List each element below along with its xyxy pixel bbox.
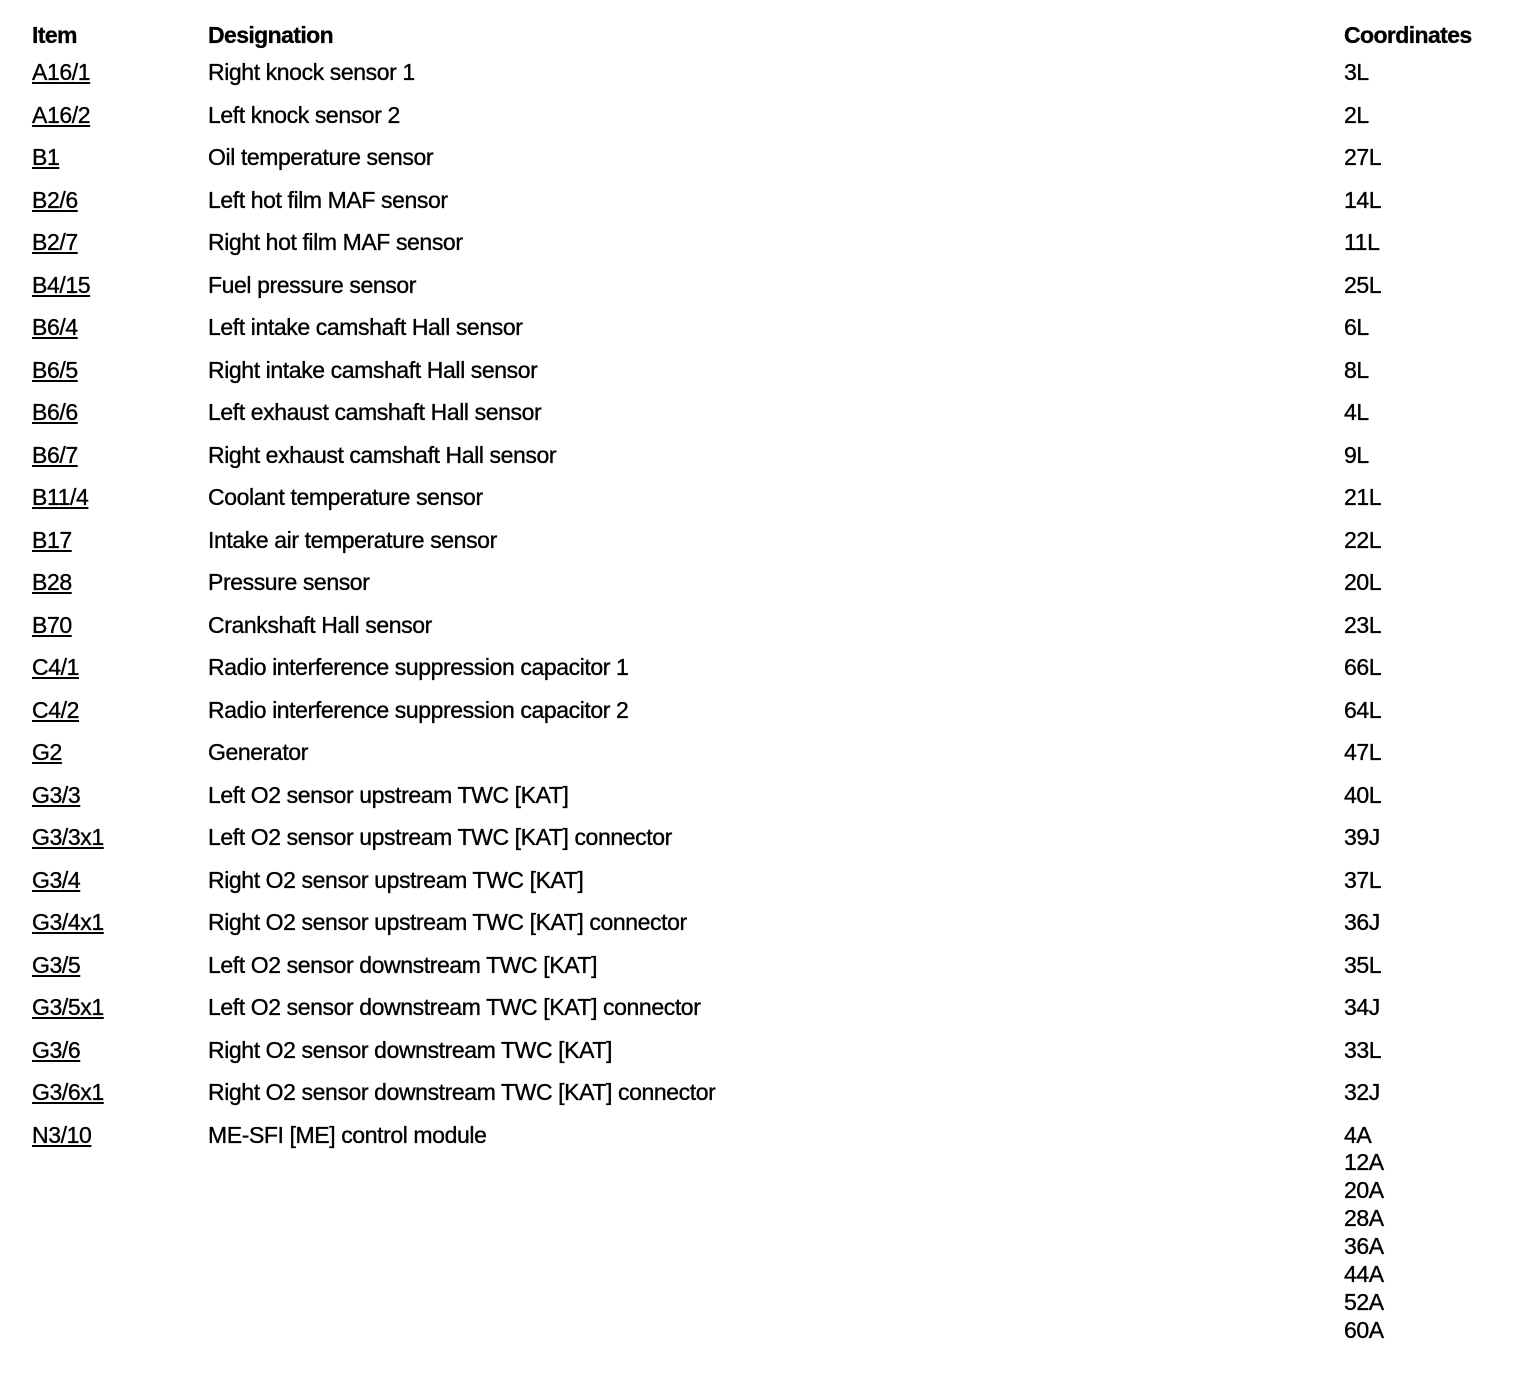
table-row bbox=[32, 868, 1512, 911]
table-row bbox=[32, 188, 1512, 231]
designation-cell: Right O2 sensor downstream TWC [KAT] connector bbox=[208, 1079, 716, 1105]
table-row bbox=[32, 1080, 1512, 1123]
table-row bbox=[32, 613, 1512, 656]
coordinates-cell bbox=[1344, 400, 1512, 443]
designation-cell: Left hot film MAF sensor bbox=[208, 186, 448, 213]
item-link[interactable]: B17 bbox=[32, 526, 72, 553]
coordinates-cell bbox=[1344, 740, 1512, 783]
table-row bbox=[32, 315, 1512, 358]
coordinate-value: 40L bbox=[1344, 781, 1382, 808]
item-link[interactable]: B4/15 bbox=[32, 271, 91, 298]
coordinate-value: 52A bbox=[1344, 1288, 1384, 1315]
designation-cell: Left exhaust camshaft Hall sensor bbox=[208, 399, 542, 425]
designation-cell: Oil temperature sensor bbox=[208, 144, 434, 170]
coordinates-cell bbox=[1344, 230, 1512, 273]
item-cell bbox=[32, 528, 208, 571]
coordinate-value: 35L bbox=[1344, 951, 1382, 978]
table-row bbox=[32, 995, 1512, 1038]
item-link[interactable]: B70 bbox=[32, 611, 72, 638]
coordinates-cell bbox=[1344, 613, 1512, 656]
item-link[interactable]: B28 bbox=[32, 569, 72, 595]
header-item: Item bbox=[32, 22, 77, 48]
item-cell bbox=[32, 868, 208, 911]
table-row bbox=[32, 103, 1512, 146]
table-row bbox=[32, 1038, 1512, 1081]
coordinate-value: 39J bbox=[1344, 824, 1380, 850]
table-row bbox=[32, 528, 1512, 571]
item-link[interactable]: B6/4 bbox=[32, 314, 78, 340]
table-header-row bbox=[32, 22, 1512, 60]
table-row bbox=[32, 655, 1512, 698]
designation-cell: ME-SFI [ME] control module bbox=[208, 1121, 487, 1148]
coordinate-value: 12A bbox=[1344, 1148, 1384, 1175]
item-link[interactable]: G3/5x1 bbox=[32, 994, 104, 1020]
coordinate-value: 60A bbox=[1344, 1316, 1384, 1343]
coordinate-value: 27L bbox=[1344, 144, 1382, 170]
designation-cell: Left O2 sensor downstream TWC [KAT] bbox=[208, 951, 598, 978]
item-cell bbox=[32, 103, 208, 146]
coordinates-cell bbox=[1344, 783, 1512, 826]
coordinates-cell bbox=[1344, 698, 1512, 741]
item-cell bbox=[32, 698, 208, 741]
designation-cell: Crankshaft Hall sensor bbox=[208, 611, 432, 638]
table-row bbox=[32, 230, 1512, 273]
table-row bbox=[32, 60, 1512, 103]
coordinate-value: 44A bbox=[1344, 1260, 1384, 1287]
table-row bbox=[32, 783, 1512, 826]
designation-cell: Pressure sensor bbox=[208, 569, 370, 595]
item-link[interactable]: G3/3x1 bbox=[32, 824, 104, 850]
item-link[interactable]: B1 bbox=[32, 144, 60, 170]
coordinate-value: 11L bbox=[1344, 229, 1380, 255]
item-cell bbox=[32, 315, 208, 358]
coordinate-value: 32J bbox=[1344, 1079, 1380, 1105]
coordinates-cell bbox=[1344, 443, 1512, 486]
designation-cell: Fuel pressure sensor bbox=[208, 271, 417, 298]
coordinates-cell bbox=[1344, 358, 1512, 401]
designation-cell: Radio interference suppression capacitor 2 bbox=[208, 696, 629, 723]
item-cell bbox=[32, 953, 208, 996]
coordinate-value: 64L bbox=[1344, 696, 1382, 723]
coordinate-value: 23L bbox=[1344, 611, 1382, 638]
coordinate-value: 3L bbox=[1344, 59, 1369, 85]
coordinate-value: 4A bbox=[1344, 1121, 1372, 1148]
coordinates-cell bbox=[1344, 1123, 1512, 1344]
coordinate-value: 20L bbox=[1344, 569, 1382, 595]
item-link[interactable]: B6/7 bbox=[32, 441, 78, 468]
designation-cell: Left O2 sensor downstream TWC [KAT] connector bbox=[208, 994, 701, 1020]
coordinate-value: 21L bbox=[1344, 484, 1382, 510]
item-cell bbox=[32, 995, 208, 1038]
coordinate-value: 6L bbox=[1344, 314, 1369, 340]
designation-cell: Right O2 sensor upstream TWC [KAT] bbox=[208, 866, 584, 893]
coordinate-value: 36A bbox=[1344, 1232, 1384, 1259]
item-cell bbox=[32, 910, 208, 953]
item-cell bbox=[32, 188, 208, 231]
coordinate-value: 14L bbox=[1344, 186, 1382, 213]
table-row bbox=[32, 910, 1512, 953]
table-row bbox=[32, 485, 1512, 528]
coordinate-value: 66L bbox=[1344, 654, 1382, 680]
item-link[interactable]: C4/2 bbox=[32, 696, 79, 723]
table-row bbox=[32, 145, 1512, 188]
coordinates-cell bbox=[1344, 188, 1512, 231]
coordinates-cell bbox=[1344, 60, 1512, 103]
coordinates-cell bbox=[1344, 995, 1512, 1038]
item-cell bbox=[32, 230, 208, 273]
coordinates-cell bbox=[1344, 485, 1512, 528]
coordinate-value: 37L bbox=[1344, 866, 1382, 893]
header-designation: Designation bbox=[208, 22, 334, 48]
item-cell bbox=[32, 443, 208, 486]
table-row bbox=[32, 698, 1512, 741]
item-cell bbox=[32, 400, 208, 443]
coordinate-value: 2L bbox=[1344, 101, 1369, 128]
item-cell bbox=[32, 1080, 208, 1123]
item-cell bbox=[32, 740, 208, 783]
coordinate-value: 47L bbox=[1344, 739, 1382, 765]
coordinate-value: 34J bbox=[1344, 994, 1380, 1020]
coordinate-value: 4L bbox=[1344, 399, 1369, 425]
designation-cell: Coolant temperature sensor bbox=[208, 484, 483, 510]
coordinates-cell bbox=[1344, 1080, 1512, 1123]
coordinates-cell bbox=[1344, 1038, 1512, 1081]
item-cell bbox=[32, 358, 208, 401]
header-coordinates: Coordinates bbox=[1344, 22, 1472, 48]
table-body bbox=[32, 60, 1512, 1344]
coordinate-value: 28A bbox=[1344, 1204, 1384, 1231]
item-link[interactable]: G2 bbox=[32, 739, 62, 765]
coordinate-value: 22L bbox=[1344, 526, 1382, 553]
designation-cell: Left knock sensor 2 bbox=[208, 101, 400, 128]
item-link[interactable]: G3/4x1 bbox=[32, 909, 104, 935]
table-row bbox=[32, 570, 1512, 613]
item-link[interactable]: G3/3 bbox=[32, 781, 81, 808]
coordinate-value: 8L bbox=[1344, 356, 1369, 383]
coordinates-cell bbox=[1344, 910, 1512, 953]
coordinates-cell bbox=[1344, 570, 1512, 613]
designation-cell: Right knock sensor 1 bbox=[208, 59, 415, 85]
coordinate-value: 25L bbox=[1344, 271, 1382, 298]
table-row bbox=[32, 273, 1512, 316]
coordinates-cell bbox=[1344, 825, 1512, 868]
designation-cell: Intake air temperature sensor bbox=[208, 526, 497, 553]
table-row bbox=[32, 953, 1512, 996]
item-link[interactable]: G3/6x1 bbox=[32, 1079, 104, 1105]
item-link[interactable]: A16/1 bbox=[32, 59, 91, 85]
component-legend bbox=[32, 22, 1512, 1344]
table-row bbox=[32, 1123, 1512, 1344]
designation-cell: Right O2 sensor upstream TWC [KAT] connector bbox=[208, 909, 687, 935]
item-link[interactable]: B2/7 bbox=[32, 229, 78, 255]
item-cell bbox=[32, 1038, 208, 1081]
designation-cell: Right exhaust camshaft Hall sensor bbox=[208, 441, 557, 468]
item-link[interactable]: N3/10 bbox=[32, 1121, 92, 1148]
item-cell bbox=[32, 655, 208, 698]
item-link[interactable]: C4/1 bbox=[32, 654, 79, 680]
item-cell bbox=[32, 613, 208, 656]
coordinates-cell bbox=[1344, 103, 1512, 146]
designation-cell: Right O2 sensor downstream TWC [KAT] bbox=[208, 1036, 612, 1063]
component-table bbox=[32, 22, 1512, 1344]
item-link[interactable]: G3/6 bbox=[32, 1036, 81, 1063]
item-cell bbox=[32, 783, 208, 826]
designation-cell: Radio interference suppression capacitor 1 bbox=[208, 654, 629, 680]
coordinates-cell bbox=[1344, 655, 1512, 698]
designation-cell: Right hot film MAF sensor bbox=[208, 229, 463, 255]
designation-cell: Right intake camshaft Hall sensor bbox=[208, 356, 538, 383]
coordinates-cell bbox=[1344, 273, 1512, 316]
coordinate-value: 20A bbox=[1344, 1176, 1384, 1203]
table-row bbox=[32, 740, 1512, 783]
coordinates-cell bbox=[1344, 953, 1512, 996]
coordinates-cell bbox=[1344, 528, 1512, 571]
item-link[interactable]: B2/6 bbox=[32, 186, 78, 213]
item-cell bbox=[32, 825, 208, 868]
table-row bbox=[32, 358, 1512, 401]
coordinate-value: 36J bbox=[1344, 909, 1380, 935]
item-link[interactable]: B6/6 bbox=[32, 399, 78, 425]
coordinates-cell bbox=[1344, 315, 1512, 358]
item-link[interactable]: G3/4 bbox=[32, 866, 81, 893]
item-cell bbox=[32, 60, 208, 103]
item-cell bbox=[32, 570, 208, 613]
table-row bbox=[32, 443, 1512, 486]
item-link[interactable]: A16/2 bbox=[32, 101, 91, 128]
item-link[interactable]: B6/5 bbox=[32, 356, 78, 383]
item-link[interactable]: B11/4 bbox=[32, 484, 89, 510]
designation-cell: Left O2 sensor upstream TWC [KAT] bbox=[208, 781, 569, 808]
item-cell bbox=[32, 273, 208, 316]
coordinates-cell bbox=[1344, 868, 1512, 911]
table-row bbox=[32, 400, 1512, 443]
item-cell bbox=[32, 1123, 208, 1344]
item-link[interactable]: G3/5 bbox=[32, 951, 81, 978]
designation-cell: Generator bbox=[208, 739, 308, 765]
designation-cell: Left intake camshaft Hall sensor bbox=[208, 314, 523, 340]
item-cell bbox=[32, 485, 208, 528]
item-cell bbox=[32, 145, 208, 188]
coordinates-cell bbox=[1344, 145, 1512, 188]
coordinate-value: 9L bbox=[1344, 441, 1369, 468]
designation-cell: Left O2 sensor upstream TWC [KAT] connector bbox=[208, 824, 672, 850]
table-row bbox=[32, 825, 1512, 868]
coordinate-value: 33L bbox=[1344, 1036, 1382, 1063]
